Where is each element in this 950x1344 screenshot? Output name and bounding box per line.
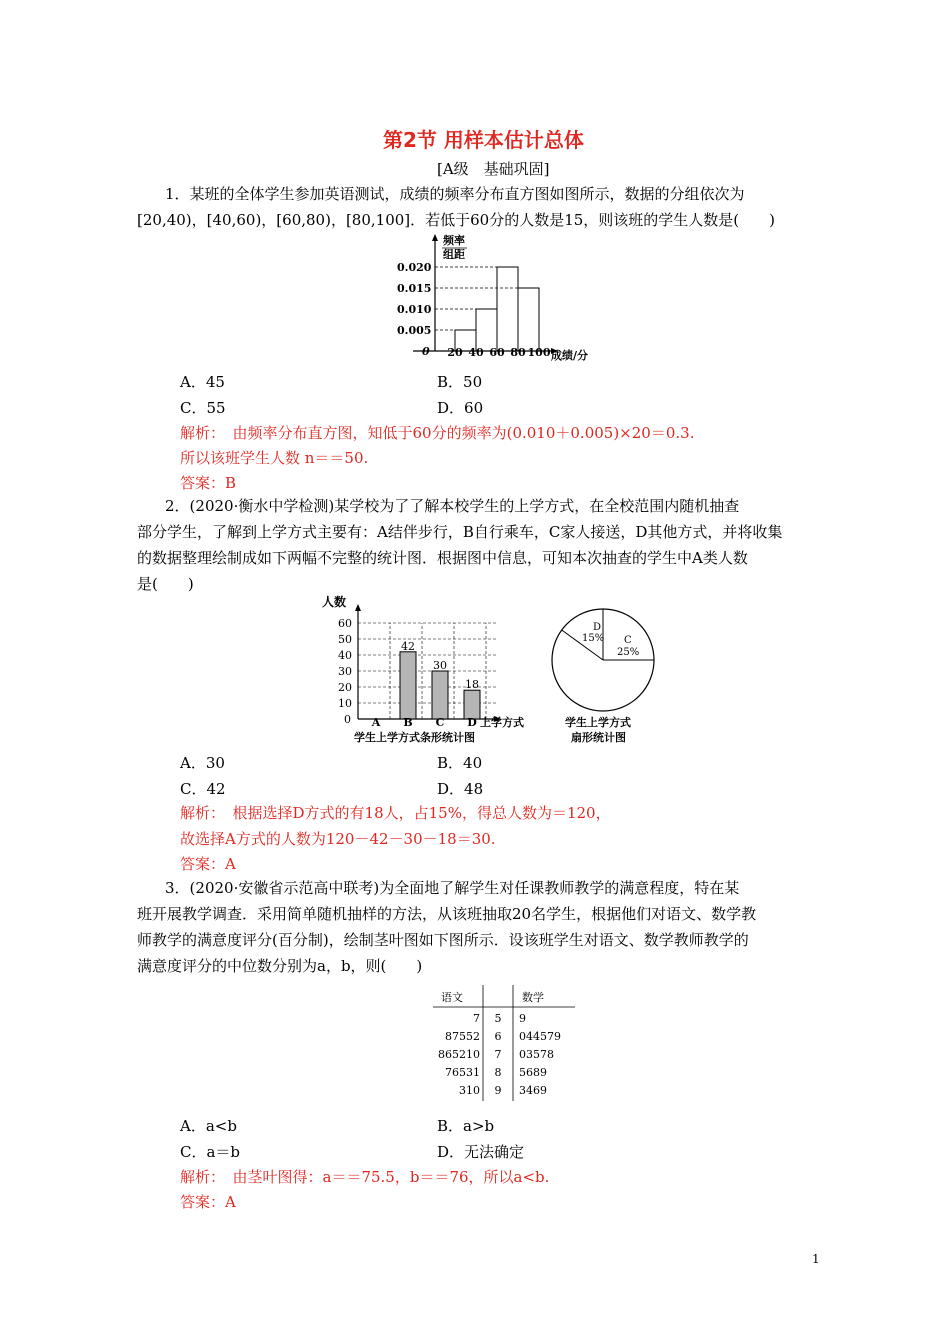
q2-answer: 答案：A — [180, 855, 236, 873]
question-2-line-2: 部分学生，了解到上学方式主要有：A结伴步行，B自行乘车，C家人接送，D其他方式，并将收集 — [137, 523, 783, 541]
question-2-line-3: 的数据整理绘制成如下两幅不完整的统计图．根据图中信息，可知本次抽查的学生中A类人数 — [137, 549, 748, 567]
question-1-line-1: 1．某班的全体学生参加英语测试，成绩的频率分布直方图如图所示，数据的分组依次为 — [165, 185, 745, 203]
bar-y-tick-label: 30 — [338, 665, 352, 678]
question-3-line-2: 班开展教学调查．采用简单随机抽样的方法，从该班抽取20名学生，根据他们对语文、数学教 — [137, 905, 757, 923]
stem-leaf-rows — [438, 1012, 561, 1097]
q3-option-c: C．a＝b — [180, 1143, 241, 1161]
bar-origin: 0 — [344, 713, 351, 726]
stem-leaf-right: 3469 — [519, 1084, 547, 1097]
hist-xlabel: 成绩/分 — [551, 349, 589, 362]
bar-category-label: D — [467, 716, 477, 729]
q2-option-a: A．30 — [180, 754, 225, 772]
question-3 — [137, 875, 817, 979]
pie-caption-2: 扇形统计图 — [571, 731, 626, 744]
bar-y-tick-labels — [338, 617, 352, 710]
q3-option-d: D．无法确定 — [437, 1143, 525, 1161]
transport-bar-chart — [318, 595, 558, 745]
hist-x-tick-label: 80 — [510, 346, 526, 359]
stem-leaf-plot — [425, 983, 585, 1103]
stem-leaf-left: 7 — [473, 1012, 480, 1025]
stem-leaf-header-left: 语文 — [441, 991, 463, 1004]
bar-y-tick-label: 20 — [338, 681, 352, 694]
bar-y-tick-label: 10 — [338, 697, 352, 710]
bar-caption: 学生上学方式条形统计图 — [354, 731, 475, 744]
question-2-line-1: 2．(2020·衡水中学检测)某学校为了了解本校学生的上学方式，在全校范围内随机抽查 — [165, 497, 740, 515]
hist-x-tick-labels — [447, 346, 550, 359]
q3-answer: 答案：A — [180, 1193, 236, 1211]
bar-category-labels — [371, 716, 478, 729]
bar-y-tick-label: 50 — [338, 633, 352, 646]
stem-leaf-stem: 7 — [494, 1048, 502, 1061]
q2-analysis-1: 解析： 根据选择D方式的有18人，占15%，得总人数为＝120， — [180, 804, 611, 822]
question-1-line-2: [20,40)，[40,60)，[60,80)，[80,100]．若低于60分的人数是15，则该班的学生人数是( ) — [137, 211, 776, 229]
hist-bar — [497, 267, 518, 351]
hist-x-tick-label: 20 — [447, 346, 463, 359]
bar-xlabel: 上学方式 — [480, 716, 524, 729]
stem-leaf-left: 76531 — [445, 1066, 480, 1079]
pie-pct-d: 15% — [582, 633, 605, 644]
stem-leaf-left: 865210 — [438, 1048, 480, 1061]
hist-y-tick-label: 0.010 — [397, 303, 432, 316]
q1-analysis-1: 解析： 由频率分布直方图，知低于60分的频率为(0.010＋0.005)×20＝0.3. — [180, 424, 695, 442]
question-2-line-4: 是( ) — [137, 575, 194, 593]
question-3-line-1: 3．(2020·安徽省示范高中联考)为全面地了解学生对任课教师教学的满意程度，特在某 — [165, 879, 740, 897]
q3-option-a: A．a<b — [180, 1117, 237, 1135]
stem-leaf-left: 87552 — [445, 1030, 480, 1043]
hist-y-tick-label: 0.015 — [397, 282, 432, 295]
hist-y-tick-labels — [397, 261, 432, 337]
bar-ylabel: 人数 — [322, 595, 347, 609]
frequency-histogram — [395, 233, 615, 363]
question-3-line-4: 满意度评分的中位数分别为a，b，则( ) — [137, 957, 423, 975]
hist-ylabel-top: 频率 — [443, 234, 465, 247]
bar-value-label: 18 — [465, 678, 479, 692]
q1-option-b: B．50 — [437, 373, 483, 391]
level-heading: [A级 基础巩固] — [437, 160, 550, 178]
bar-category-label: A — [371, 716, 381, 729]
q1-answer: 答案：B — [180, 474, 237, 492]
stem-leaf-header-right: 数学 — [522, 991, 544, 1004]
stem-leaf-stem: 9 — [494, 1084, 502, 1097]
hist-y-tick-label: 0.005 — [397, 324, 432, 337]
page-number: 1 — [812, 1252, 820, 1266]
stem-leaf-stem: 5 — [494, 1012, 502, 1025]
pie-pct-c: 25% — [617, 647, 640, 658]
hist-ylabel-bottom: 组距 — [443, 248, 465, 261]
q2-analysis-2: 故选择A方式的人数为120－42－30－18＝30. — [180, 830, 496, 848]
stem-leaf-right: 9 — [519, 1012, 526, 1025]
stem-leaf-stem: 6 — [494, 1030, 502, 1043]
hist-x-tick-label: 100 — [527, 346, 551, 359]
bar-value-label: 30 — [433, 659, 447, 672]
bar-category-label: B — [403, 716, 413, 729]
bar-rect — [432, 671, 448, 719]
question-1 — [137, 181, 817, 233]
bar-value-label: 42 — [401, 639, 415, 653]
hist-origin: 0 — [422, 345, 430, 358]
hist-bar — [518, 288, 539, 351]
q1-analysis-2: 所以该班学生人数 n＝＝50. — [180, 449, 369, 467]
q1-option-d: D．60 — [437, 399, 484, 417]
bar-y-tick-label: 40 — [338, 649, 352, 662]
transport-pie-chart — [545, 605, 665, 745]
y-axis-arrow — [432, 234, 438, 241]
q1-option-a: A．45 — [180, 373, 225, 391]
q3-analysis: 解析： 由茎叶图得：a＝＝75.5，b＝＝76，所以a<b. — [180, 1168, 550, 1186]
stem-leaf-right: 044579 — [519, 1030, 561, 1043]
pie-caption-1: 学生上学方式 — [565, 716, 631, 729]
q2-option-b: B．40 — [437, 754, 483, 772]
page-title: 第2节 用样本估计总体 — [383, 128, 584, 152]
pie-label-c: C — [624, 635, 632, 646]
question-2 — [137, 493, 817, 597]
hist-x-tick-label: 40 — [468, 346, 484, 359]
stem-leaf-right: 5689 — [519, 1066, 547, 1079]
q2-option-d: D．48 — [437, 780, 484, 798]
q1-option-c: C．55 — [180, 399, 226, 417]
hist-bar — [476, 309, 497, 351]
hist-y-tick-label: 0.020 — [397, 261, 432, 274]
bar-y-axis-arrow — [355, 604, 361, 611]
stem-leaf-stem: 8 — [494, 1066, 502, 1079]
hist-x-tick-label: 60 — [489, 346, 505, 359]
stem-leaf-left: 310 — [459, 1084, 480, 1097]
bar-y-tick-label: 60 — [338, 617, 352, 630]
bar-rect — [464, 690, 480, 719]
bar-rects — [400, 640, 480, 719]
q3-option-b: B．a>b — [437, 1117, 495, 1135]
bar-category-label: C — [435, 716, 445, 729]
bar-rect — [400, 652, 416, 719]
question-3-line-3: 师教学的满意度评分(百分制)，绘制茎叶图如下图所示．设该班学生对语文、数学教师教学的 — [137, 931, 749, 949]
pie-label-d: D — [593, 622, 602, 633]
stem-leaf-right: 03578 — [519, 1048, 554, 1061]
q2-option-c: C．42 — [180, 780, 226, 798]
